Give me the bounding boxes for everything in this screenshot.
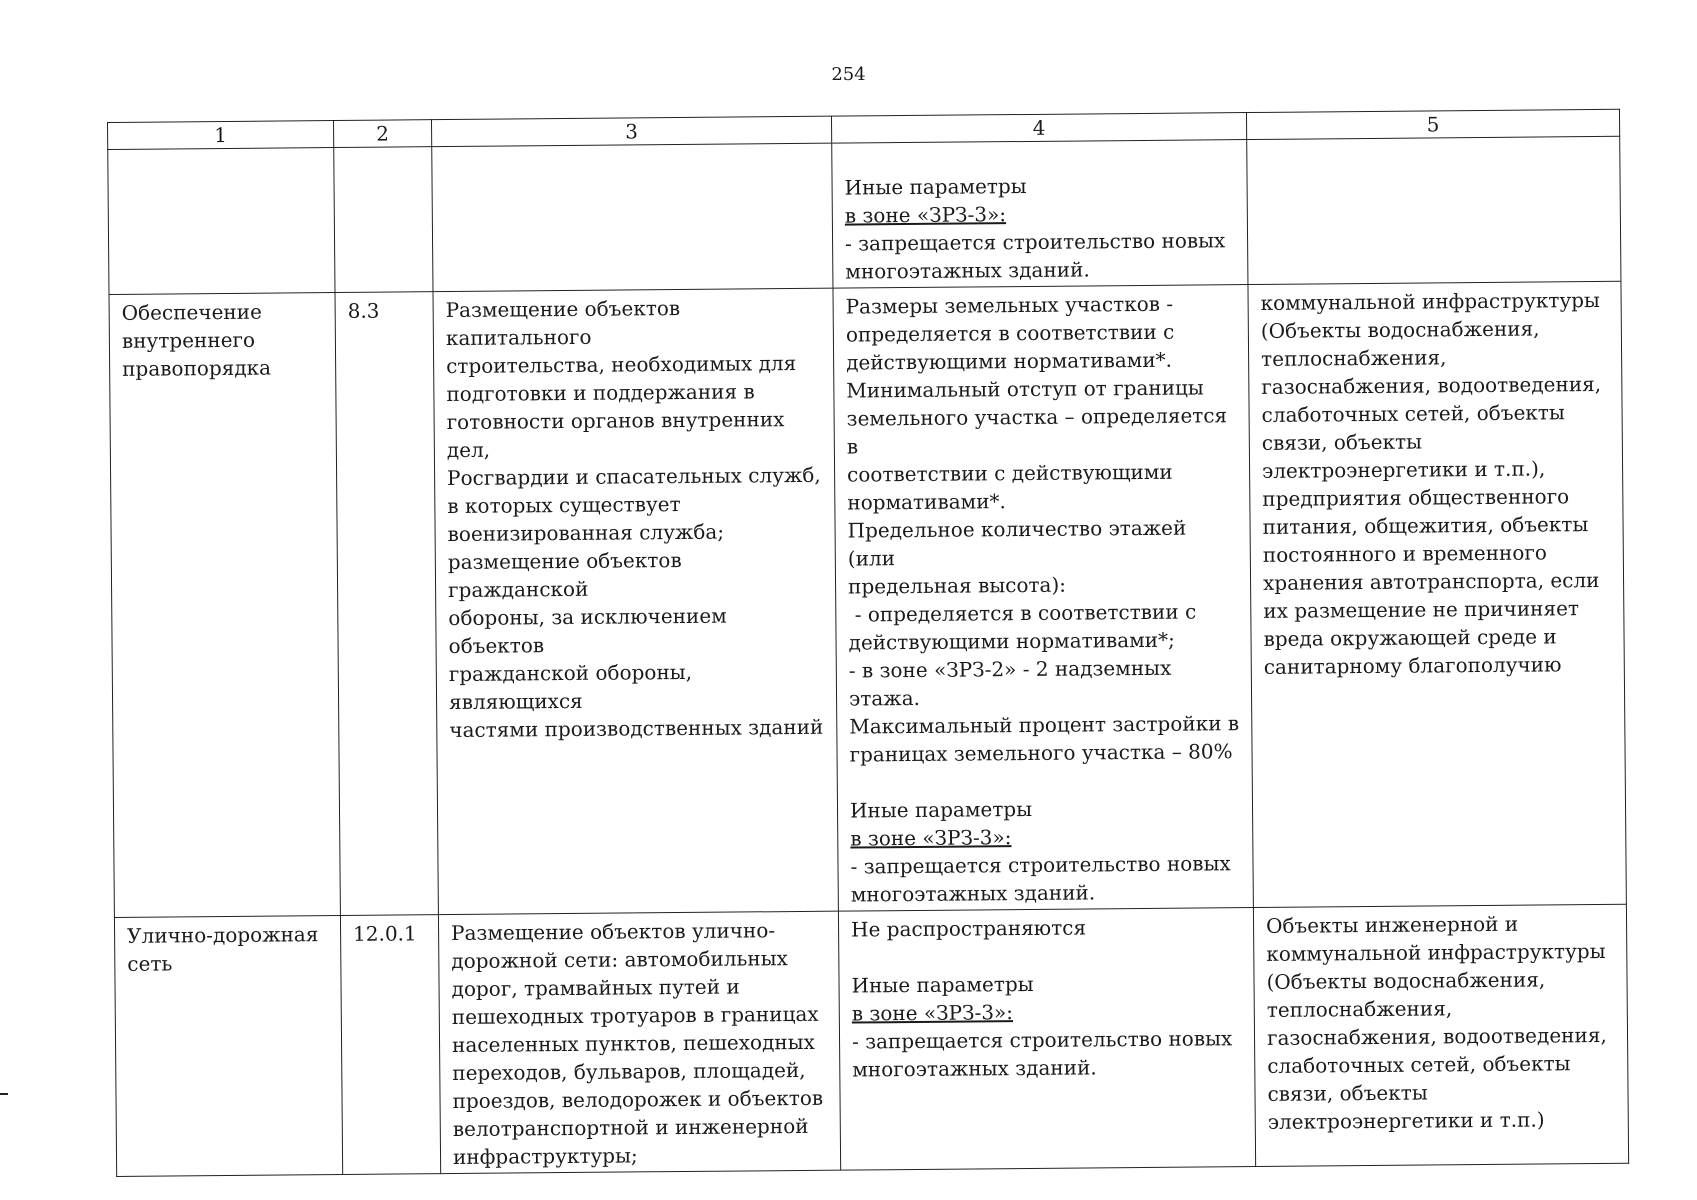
text-line: инфраструктуры; <box>452 1143 638 1170</box>
code-text: 8.3 <box>347 298 380 323</box>
text-line: соответствии с действующими <box>847 459 1173 487</box>
text-line: (Объекты водоснабжения, <box>1266 967 1546 994</box>
text-line: питания, общежития, объекты <box>1262 512 1589 539</box>
text-line: сеть <box>127 951 173 976</box>
text-line: частями производственных зданий <box>449 714 824 743</box>
text-line: готовности органов внутренних дел, <box>446 407 791 463</box>
text-line: - запрещается строительство новых <box>851 1026 1233 1054</box>
cell-c4 <box>833 285 1253 912</box>
cell-c2 <box>335 292 438 916</box>
text-line: газоснабжения, водоотведения, <box>1261 371 1602 399</box>
text-line: связи, объекты <box>1261 429 1423 455</box>
cell-c4 <box>838 908 1255 1171</box>
text-line: Предельное количество этажей (или <box>847 515 1193 571</box>
blank-line <box>850 765 1240 796</box>
text-line: в которых существует <box>447 492 681 519</box>
text-line: определяется в соответствии с <box>845 319 1175 347</box>
text-line: слаботочных сетей, объекты <box>1261 400 1565 427</box>
text-line: предельная высота): <box>847 572 1067 599</box>
margin-mark <box>0 1093 8 1095</box>
text-line: обороны, за исключением объектов <box>448 603 734 659</box>
column-header-5: 5 <box>1246 109 1619 139</box>
text-line: Иные параметры <box>849 796 1033 823</box>
table-row-continuation <box>108 136 1621 294</box>
text-line: газоснабжения, водоотведения, <box>1266 1022 1607 1050</box>
blank-line <box>844 142 1234 173</box>
text-line: многоэтажных зданий. <box>852 1055 1097 1082</box>
text-line: предприятия общественного <box>1262 484 1570 511</box>
text-line: Обеспечение <box>121 299 262 325</box>
text-line-underlined: в зоне «ЗРЗ-3»: <box>850 825 1012 851</box>
text-line-underlined: в зоне «ЗРЗ-3»: <box>844 202 1007 228</box>
text-line: населенных пунктов, пешеходных <box>451 1029 815 1058</box>
column-header-3: 3 <box>431 116 831 146</box>
cell-c3 <box>433 288 838 914</box>
table-row-street-network <box>114 904 1628 1176</box>
text-line: вреда окружающей среде и <box>1263 624 1557 651</box>
text-line: действующими нормативами*. <box>846 347 1173 375</box>
cell-c5 <box>1253 904 1628 1166</box>
text-line: (Объекты водоснабжения, <box>1260 316 1540 343</box>
text-line: Размеры земельных участков - <box>845 291 1174 319</box>
text-line: коммунальной инфраструктуры <box>1260 287 1600 315</box>
text-line: хранения автотранспорта, если <box>1262 567 1600 595</box>
text-line: - запрещается строительство новых <box>844 228 1226 256</box>
cell-c3 <box>432 143 833 291</box>
text-line: переходов, бульваров, площадей, <box>452 1057 806 1086</box>
text-line: электроэнергетики и т.п.), <box>1261 456 1546 483</box>
text-line: Иные параметры <box>844 173 1027 200</box>
text-line: велотранспортной и инженерной <box>452 1113 809 1142</box>
text-line: Росгвардии и спасательных служб, <box>447 462 821 491</box>
text-line: Объекты инженерной и <box>1265 911 1519 938</box>
text-line: Улично-дорожная <box>126 922 319 948</box>
text-line: теплоснабжения, <box>1261 345 1447 371</box>
table-row-internal-order <box>109 281 1626 917</box>
text-line: Иные параметры <box>851 971 1034 998</box>
text-line: Не распространяются <box>850 915 1087 942</box>
text-line: подготовки и поддержания в <box>446 379 755 407</box>
column-header-2: 2 <box>333 120 431 148</box>
text-line: пешеходных тротуаров в границах <box>451 1001 819 1030</box>
text-line: нормативами*. <box>847 489 1006 515</box>
cell-c5 <box>1248 281 1626 907</box>
text-line: действующими нормативами*; <box>848 627 1175 655</box>
text-line: проездов, велодорожек и объектов <box>452 1085 824 1114</box>
text-line: многоэтажных зданий. <box>850 880 1096 907</box>
text-line: санитарному благополучию <box>1263 652 1562 679</box>
text-line: земельного участка – определяется в <box>846 403 1234 459</box>
text-line: военизированная служба; <box>447 519 725 547</box>
text-line: Минимальный отступ от границы <box>846 375 1204 403</box>
text-line: границах земельного участка – 80% <box>849 739 1233 767</box>
cell-c1 <box>114 915 342 1176</box>
code-text: 12.0.1 <box>352 921 417 946</box>
text-line: теплоснабжения, <box>1266 996 1453 1022</box>
text-line: связи, объекты <box>1267 1080 1428 1106</box>
cell-c1 <box>109 293 340 918</box>
text-line: постоянного и временного <box>1262 540 1547 567</box>
text-line: дорог, трамвайных путей и <box>451 974 740 1002</box>
cell-c2 <box>340 915 440 1175</box>
text-line-underlined: в зоне «ЗРЗ-3»: <box>851 1000 1014 1026</box>
text-line: электроэнергетики и т.п.) <box>1267 1107 1545 1134</box>
text-line: слаботочных сетей, объекты <box>1267 1051 1571 1078</box>
cell-c2 <box>334 147 433 293</box>
cell-c3 <box>438 911 840 1173</box>
text-line: Размещение объектов улично- <box>450 918 776 946</box>
text-line: многоэтажных зданий. <box>845 257 1090 284</box>
text-line: Размещение объектов капитального <box>445 295 687 351</box>
text-line: размещение объектов гражданской <box>447 547 689 603</box>
page-number: 254 <box>831 64 866 85</box>
cell-c1 <box>108 148 335 295</box>
text-line: - запрещается строительство новых <box>850 851 1231 879</box>
text-line: строительства, необходимых для <box>446 350 797 379</box>
text-line: коммунальной инфраструктуры <box>1266 938 1606 966</box>
cell-c5 <box>1247 136 1621 284</box>
regulations-table <box>107 109 1629 1177</box>
column-header-4: 4 <box>831 113 1246 144</box>
blank-line <box>851 940 1241 971</box>
text-line: Максимальный процент застройки в <box>849 711 1240 739</box>
text-line: их размещение не причиняет <box>1263 596 1580 623</box>
text-line: правопорядка <box>122 355 272 381</box>
text-line: - определяется в соответствии с <box>848 599 1197 627</box>
text-line: гражданской обороны, являющихся <box>448 659 699 715</box>
text-line: - в зоне «ЗРЗ-2» - 2 надземных этажа. <box>848 655 1178 711</box>
text-line: внутреннего <box>121 327 256 353</box>
cell-c4 <box>832 140 1248 289</box>
column-header-1: 1 <box>108 121 334 150</box>
text-line: дорожной сети: автомобильных <box>451 946 788 974</box>
